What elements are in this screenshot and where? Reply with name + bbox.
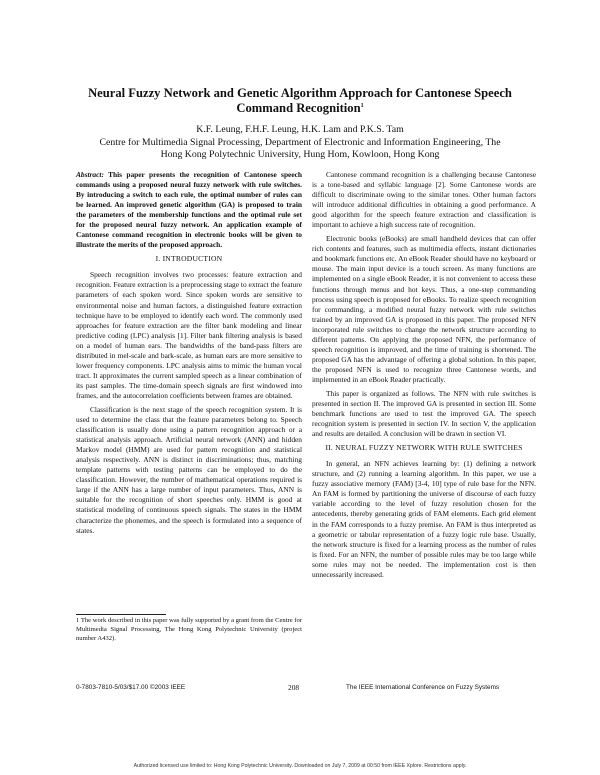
copyright-line: 0-7803-7810-5/03/$17.00 ©2003 IEEE — [76, 684, 186, 691]
title-text: Neural Fuzzy Network and Genetic Algorithm Approach for Cantonese Speech Command Recognition — [88, 86, 512, 115]
author-list: K.F. Leung, F.H.F. Leung, H.K. Lam and P.K.S. Tam — [196, 124, 404, 135]
right-column — [312, 170, 536, 584]
footnote: 1 The work described in this paper was fully supported by a grant from the Centre for Multimedia Signal Processing, The Hong Kong Polytechnic University (project number A432). — [76, 617, 302, 642]
author-affiliation: Centre for Multimedia Signal Processing, Department of Electronic and Information Engineering, The Hong Kong Polytechnic University, Hung Hom, Kowloon, Hong Kong — [99, 137, 501, 160]
section-heading-nfn: II. NEURAL FUZZY NETWORK WITH RULE SWITCHES — [325, 443, 523, 453]
section-heading-introduction: I. INTRODUCTION — [155, 254, 223, 264]
conference-name: The IEEE International Conference on Fuzzy Systems — [346, 684, 500, 691]
left-column — [76, 170, 302, 540]
body-paragraph: Classification is the next stage of the speech recognition system. It is used to determine the class that the feature parameters belong to. Speech classification is usually done using a pattern recognition approach or a statistical analysis approach. Artificial neural network (ANN) and hidden Markov model (HMM) are used for pattern recognition and statistical analysis respectively. ANN is distinct in discriminations; thus, matching template patterns with testing patterns can be employed to do the classification. However, the number of mathematical operations required is large if the ANN has a large number of input parameters. Thus, ANN is suitable for the recognition of short speeches only. HMM is good at statistical modeling of continuous speech signals. The states in the HMM characterize the phonemes, and the speech is formulated into a sequence of states. — [76, 404, 302, 535]
paper-title — [60, 86, 540, 116]
title-footnote-mark: 1 — [360, 102, 364, 109]
page-number: 208 — [288, 683, 300, 692]
footnote-divider — [76, 614, 166, 615]
abstract-text: This paper presents the recognition of Cantonese speech commands using a proposed neural fuzzy network with rule switches. By introducing a switch to each rule, the optimal number of rules can be learned. An improved genetic algorithm (GA) is proposed to train the parameters of the membership functions and the optimal rule set for the proposed neural fuzzy network. An application example of Cantonese command recognition in electronic books will be given to illustrate the merits of the proposed approach. — [76, 170, 302, 250]
abstract — [76, 170, 302, 250]
body-paragraph: Cantonese command recognition is a challenging because Cantonese is a tone-based and syllabic language [2]. Some Cantonese words are difficult to discriminate owing to the similar tones. Other human factors will introduce additional difficulties in obtaining a good performance. A good algorithm for the speech feature extraction and classification is important to achieve a high success rate of recognition. — [312, 170, 536, 230]
body-paragraph: In general, an NFN achieves learning by: (1) defining a network structure, and (2) running a learning algorithm. In this paper, we use a fuzzy associative memory (FAM) [3-4, 10] type of rule base for the NFN. An FAM is formed by partitioning the universe of discourse of each fuzzy variable according to the level of fuzzy resolution chosen for the antecedents, thereby generating grids of FAM elements. Each grid element in the FAM corresponds to a fuzzy premise. An FAM is thus interpreted as a geometric or tabular representation of a fuzzy logic rule base. Usually, the network structure is fixed for a learning process as the number of rules is fixed. For an NFN, the number of possible rules may be too large while some rules may not be needed. The implementation cost is then unnecessarily increased. — [312, 459, 536, 579]
body-paragraph: Electronic books (eBooks) are small handheld devices that can offer rich contents and features, such as multimedia effects, instant dictionaries and bookmark functions etc. An eBook Reader should have no keyboard or mouse. The main input device is a touch screen. As many functions are implemented on a single eBook Reader, it is not convenient to access these functions through menus and hot keys. Thus, a one-step commanding process using speech is proposed for eBooks. To realize speech recognition for commanding, a modified neural fuzzy network with rule switches trained by an improved GA is proposed in this paper. The proposed NFN incorporated rule switches to change the network structure according to different patterns. On applying the proposed NFN, the performance of speech recognition is improved, and the time of training is shortened. The proposed GA has the advantage of offering a global solution. In this paper, the proposed NFN is used to recognize three Cantonese words, and implemented in an eBook Reader practically. — [312, 234, 536, 384]
body-paragraph: This paper is organized as follows. The NFN with rule switches is presented in section II. The improved GA is presented in section III. Some benchmark functions are used to test the improved GA. The speech recognition system is presented in section IV. In section V, the application and results are detailed. A conclusion will be drawn in section VI. — [312, 388, 536, 439]
body-paragraph: Speech recognition involves two processes: feature extraction and recognition. Feature extraction is a preprocessing stage to extract the feature parameters of each spoken word. Since spoken words are sensitive to environmental noise and human factors, a distinguished feature extraction technique have to be employed to identify each word. The commonly used approaches for feature extraction are the filter bank modeling and linear predictive coding (LPC) analysis [1]. Filter bank filtering analysis is based on a model of human ears. The bandwidths of the band-pass filters are distributed in mel-scale and bark-scale, as human ears are more sensitive to lower frequency components. LPC analysis aims to mimic the human vocal tract. It approximates the current sampled speech as a linear combination of its past samples. The time-domain speech signals are first windowed into frames, and the autocorrelation coefficients between frames are obtained. — [76, 270, 302, 400]
license-notice: Authorized licensed use limited to: Hong Kong Polytechnic University. Downloaded on July 7, 2009 at 00:50 from IEEE Xplore. Restrictions apply. — [133, 763, 467, 769]
abstract-label: Abstract: — [76, 170, 104, 179]
